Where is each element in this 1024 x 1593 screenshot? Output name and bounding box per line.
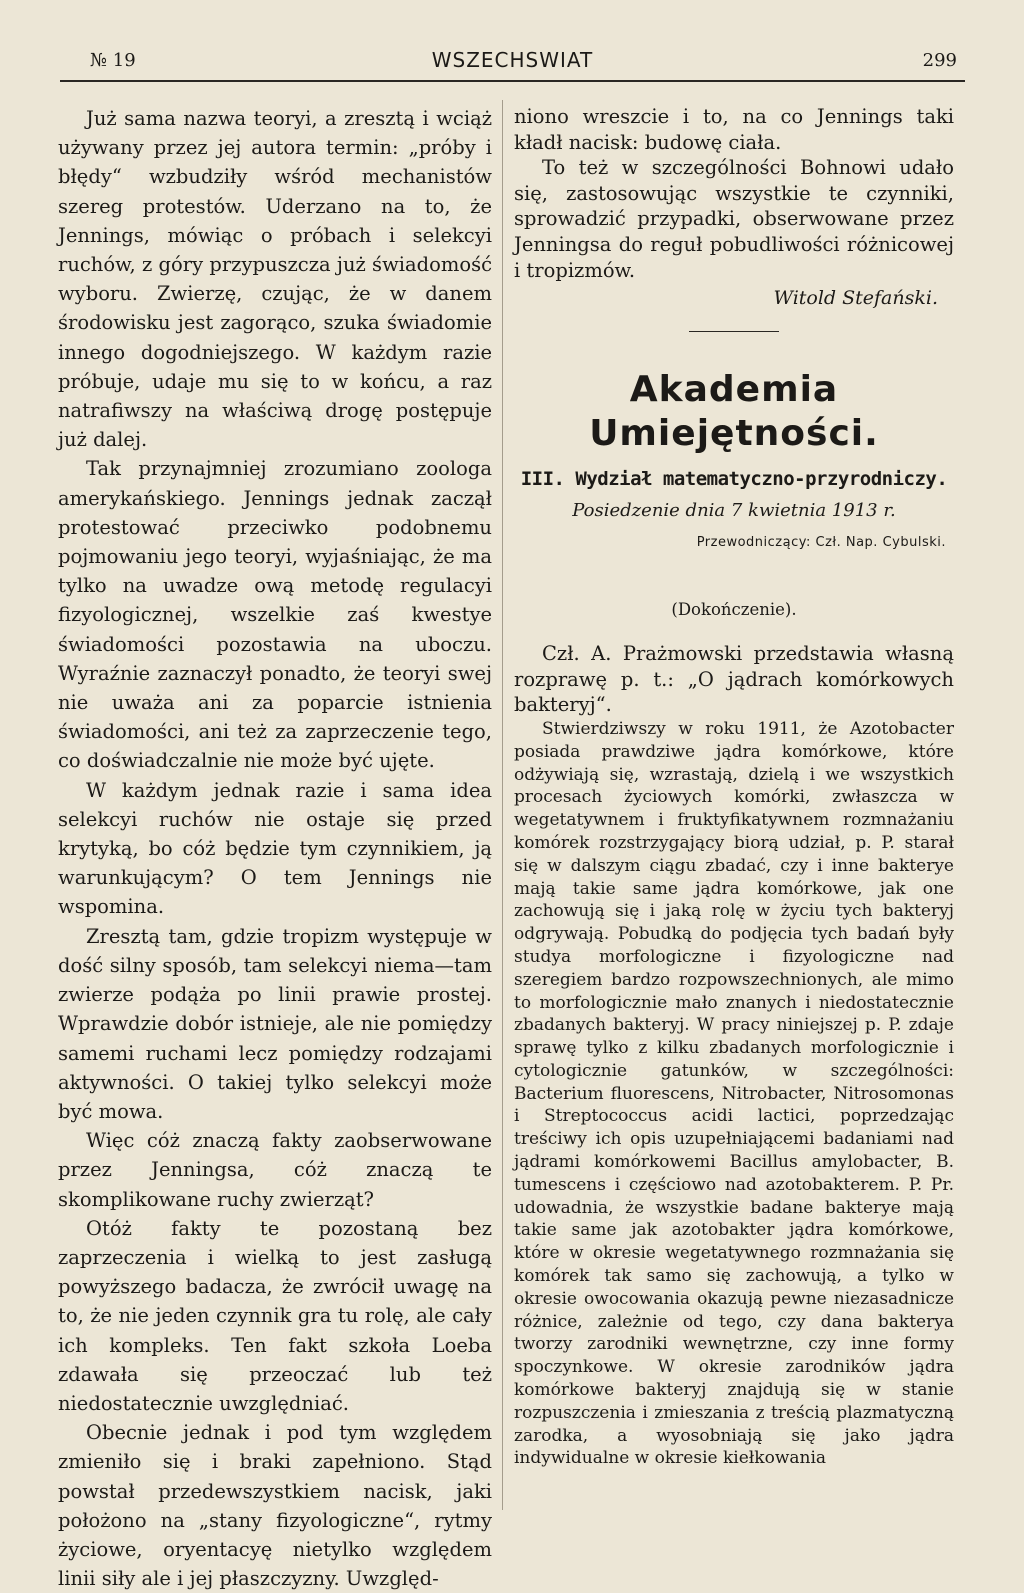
paragraph: Stwierdziwszy w roku 1911, że Azotobacter posiada prawdziwe jądra komórkowe, które odżywiają się, wzrastają, dzielą i we wszystkich procesach życiowych komórki, zwłaszcza w wegetatywnem i fruktyfikatywnem rozmnażaniu komórek rozstrzygający biorą udział, p. P. starał się w dalszym ciągu zbadać, czy i inne bakterye mają takie same jądra komórkowe, jak one zachowują się i jaką rolę w życiu tych bakteryj odgrywają. Pobudką do podjęcia tych badań były studya morfologiczne i fizyologiczne nad szeregiem bardzo rozpowszechnionych, ale mimo to morfologicznie mało znanych i niedostatecznie zbadanych bakteryj. W pracy niniejszej p. P. zdaje sprawę tylko z kilku zbadanych morfologicznie i cytologicznie gatunków, w szczególności: Bacterium fluorescens, Nitrobacter, Nitrosomonas i Streptococcus acidi lactici, poprzedzając treściwy ich opis uzupełniającemi badaniami nad jądrami komórkowemi Bacillus amylobacter, B. tumescens i częściowo nad azotobakterem. P. Pr. udowadnia, że wszystkie badane bakterye mają takie same jak azotobakter jądra komórkowe, które w okresie wegetatywnego rozmnażania się komórek tak samo się zachowują, a tylko w okresie owocowania okazują pewne niezasadnicze różnice, zależnie od tego, czy dana bakterya tworzy zarodniki wewnętrzne, czy inne formy spoczynkowe. W okresie zarodników jądra komórkowe bakteryj znajdują się w stanie rozpuszczenia i zmieszania z treścią plazmatyczną zarodka, a wyosobniają się jako jądra indywidualne w okresie kiełkowania	[514, 718, 954, 1469]
paragraph: Zresztą tam, gdzie tropizm występuje w dość silny sposób, tam selekcyi niema—tam zwierze podąża po linii prawie prostej. Wprawdzie dobór istnieje, ale nie pomiędzy samemi ruchami lecz pomiędzy rodzajami aktywności. O takiej tylko selekcyi może być mowa.	[58, 924, 492, 1123]
session-date: Posiedzenie dnia 7 kwietnia 1913 r.	[572, 500, 896, 522]
column-divider	[502, 100, 503, 1510]
section-heading: Akademia Umiejętności.	[589, 369, 879, 455]
issue-number: № 19	[90, 50, 136, 71]
paragraph: Już sama nazwa teoryi, a zresztą i wciąż używany przez jej autora termin: „próby i błędy“ wzbudziły wśród mechanistów szereg protestów. Uderzano na to, że Jennings, mówiąc o próbach i selekcyi ruchów, z góry przypuszcza już świadomość wyboru. Zwierzę, czując, że w danem środowisku jest zagorąco, szuka świadomie innego dogodniejszego. W każdym razie próbuje, udaje mu się to w końcu, a raz natrafiwszy na właściwą drogę postępuje już dalej.	[58, 107, 492, 452]
department-heading: III. Wydział matematyczno-przyrodniczy.	[520, 468, 948, 491]
paragraph: To też w szczególności Bohnowi udało się, zastosowując wszystkie te czynniki, sprowadzić przypadki, obserwowane przez Jenningsa do reguł pobudliwości różnicowej i tropizmów.	[514, 156, 954, 282]
chairman-line: Przewodniczący: Czł. Nap. Cybulski.	[696, 535, 946, 551]
paragraph: W każdym jednak razie i sama idea selekcyi ruchów nie ostaje się przed krytyką, bo cóż będzie tym czynnikiem, ją warunkującym? O tem Jennings nie wspomina.	[58, 778, 492, 919]
paragraph: Obecnie jednak i pod tym względem zmieniło się i braki zapełniono. Stąd powstał przedewszystkiem nacisk, jaki położono na „stany fizyologiczne“, rytmy życiowe, oryentacyę nietylko względem linii siły ale i jej płaszczyzny. Uwzględ-	[58, 1421, 492, 1591]
page-number: 299	[922, 50, 957, 71]
paragraph: Otóż fakty te pozostaną bez zaprzeczenia i wielką to jest zasługą powyższego badacza, że zwrócił uwagę na to, że nie jeden czynnik gra tu rolę, ale cały ich kompleks. Ten fakt szkoła Loeba zdawała się przeoczać lub też niedostatecznie uwzględniać.	[58, 1216, 492, 1415]
journal-title: WSZECHSWIAT	[431, 48, 594, 72]
continuation-note: (Dokończenie).	[671, 600, 797, 620]
paragraph: Tak przynajmniej zrozumiano zoologa amerykańskiego. Jennings jednak zaczął protestować przeciwko podobnemu pojmowaniu jego teoryi, wyjaśniając, że ma tylko na uwadze ową metodę regulacyi fizyologicznej, wszelkie zaś kwestye świadomości pozostawia na uboczu. Wyraźnie zaznaczył ponadto, że teoryi swej nie uważa ani za poparcie istnienia świadomości, ani też za zaprzeczenie tego, co doświadczalnie nie może być ujęte.	[58, 457, 492, 773]
right-column	[514, 104, 954, 1470]
left-column	[58, 104, 492, 1593]
paragraph: Czł. A. Prażmowski przedstawia własną rozprawę p. t.: „O jądrach komórkowych bakteryj“.	[514, 642, 954, 717]
running-header	[60, 40, 965, 82]
paragraph: niono wreszcie i to, na co Jennings taki kładł nacisk: budowę ciała.	[514, 105, 954, 154]
author-signature: Witold Stefański.	[773, 287, 938, 310]
section-divider	[689, 331, 779, 332]
paragraph: Więc cóż znaczą fakty zaobserwowane przez Jenningsa, cóż znaczą te skomplikowane ruchy zwierząt?	[58, 1129, 492, 1211]
